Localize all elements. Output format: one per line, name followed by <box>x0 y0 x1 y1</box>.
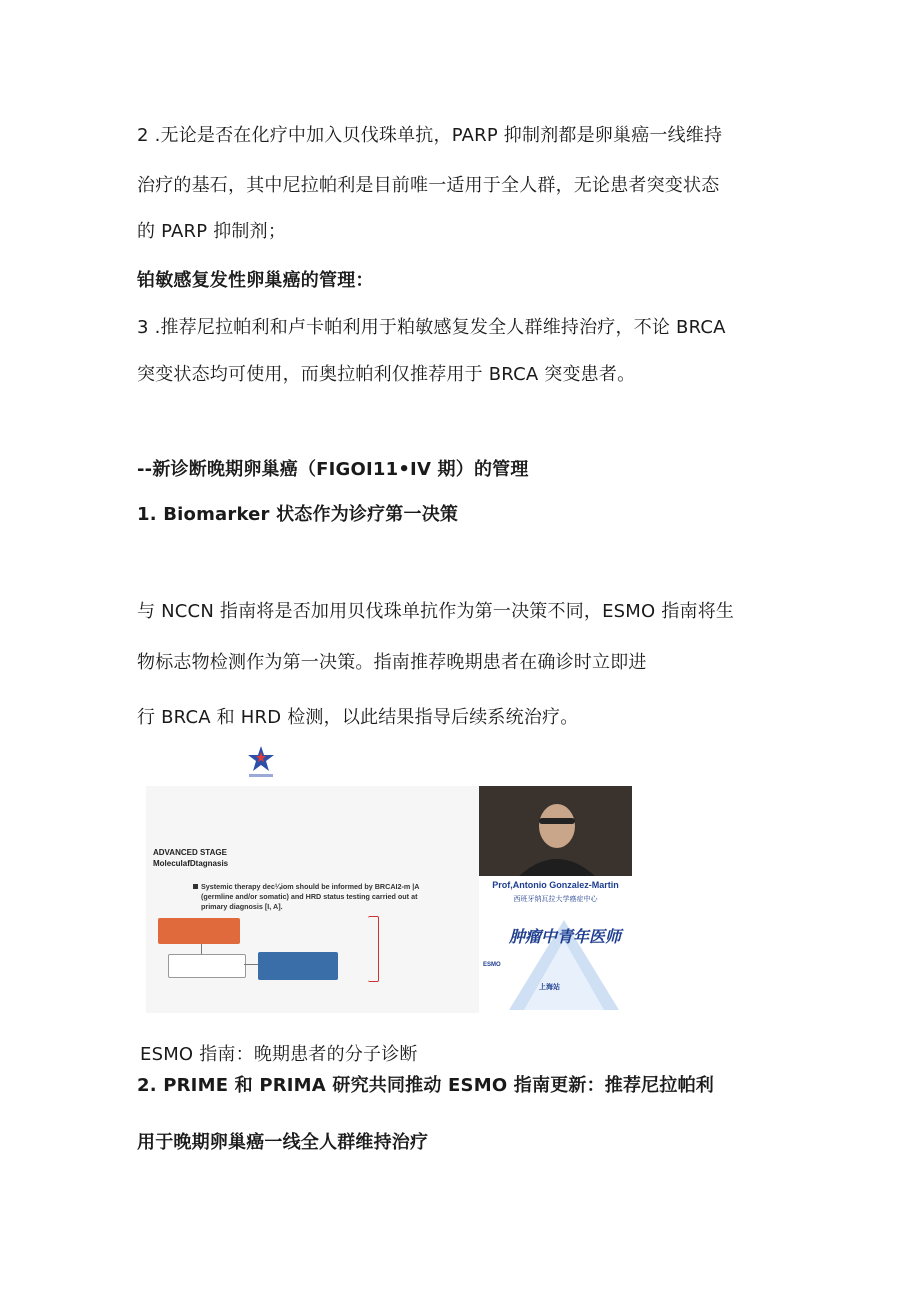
paragraph-3-line-2: 突变状态均可使用，而奥拉帕利仅推荐用于 BRCA 突变患者。 <box>137 364 636 385</box>
flow-box-brca-testing <box>168 954 246 978</box>
slide-right-panel <box>479 786 632 1014</box>
paragraph-2-line-2: 治疗的基石，其中尼拉帕利是目前唯一适用于全人群，无论患者突变状态 <box>137 175 720 196</box>
flow-box-biopsy <box>158 918 240 944</box>
paragraph-3-line-1: 3 .推荐尼拉帕利和卢卡帕利用于粕敏感复发全人群维持治疗，不论 BRCA <box>137 317 726 338</box>
flow-box-chemo <box>258 952 338 980</box>
esmo-logo: ESMO <box>483 962 501 968</box>
slide-bullet-text: Systemic therapy dec¼iom should be informed by BRCAI2-m |A (germline and/or somatic) and HRD status testing carried out at primary diagnosis [I, A]. <box>201 882 420 911</box>
paragraph-4-line-2: 物标志物检测作为第一决策。指南推荐晚期患者在确诊时立即进 <box>137 652 647 673</box>
heading-prime-line-2: 用于晚期卵巢癌一线全人群维持治疗 <box>137 1132 429 1153</box>
slide-left-panel <box>146 786 479 1013</box>
star-logo-icon <box>246 744 276 780</box>
paragraph-2-line-1: 2 .无论是否在化疗中加入贝伐珠单抗，PARP 抑制剂都是卵巢癌一线维持 <box>137 125 723 146</box>
event-brand: 肿瘤中青年医师 <box>509 927 622 946</box>
heading-prime-line-1: 2. PRIME 和 PRIMA 研究共同推动 ESMO 指南更新：推荐尼拉帕利 <box>137 1075 714 1096</box>
bullet-square-icon <box>193 884 198 889</box>
speaker-affiliation: 西班牙纳瓦拉大学癌症中心 <box>513 895 598 903</box>
slide-subtitle: MoleculafDtagnasis <box>153 859 229 868</box>
flow-arrow-down <box>201 944 202 954</box>
heading-new-diagnosis: --新诊断晚期卵巢癌（FIGOI11•IV 期）的管理 <box>137 459 529 480</box>
slide-figure <box>146 744 632 1014</box>
speaker-portrait-icon <box>479 786 632 876</box>
slide-bullet <box>201 882 421 912</box>
paragraph-4-line-1: 与 NCCN 指南将是否加用贝伐珠单抗作为第一决策不同，ESMO 指南将生 <box>137 601 735 622</box>
slide-title: ADVANCED STAGE <box>153 848 227 857</box>
paragraph-4-line-3: 行 BRCA 和 HRD 检测，以此结果指导后续系统治疗。 <box>137 707 579 728</box>
figure-caption: ESMO 指南：晚期患者的分子诊断 <box>140 1044 418 1065</box>
heading-platinum-sensitive: 铂敏感复发性卵巢癌的管理： <box>137 270 374 291</box>
flow-bracket <box>368 916 379 982</box>
flow-arrow-right <box>244 964 258 965</box>
speaker-name: Prof,Antonio Gonzalez-Martin <box>492 880 619 890</box>
event-city: 上海站 <box>539 983 560 991</box>
paragraph-2-line-3: 的 PARP 抑制剂； <box>137 221 287 242</box>
speaker-video <box>479 786 632 876</box>
heading-biomarker: 1. Biomarker 状态作为诊疗第一决策 <box>137 504 459 525</box>
